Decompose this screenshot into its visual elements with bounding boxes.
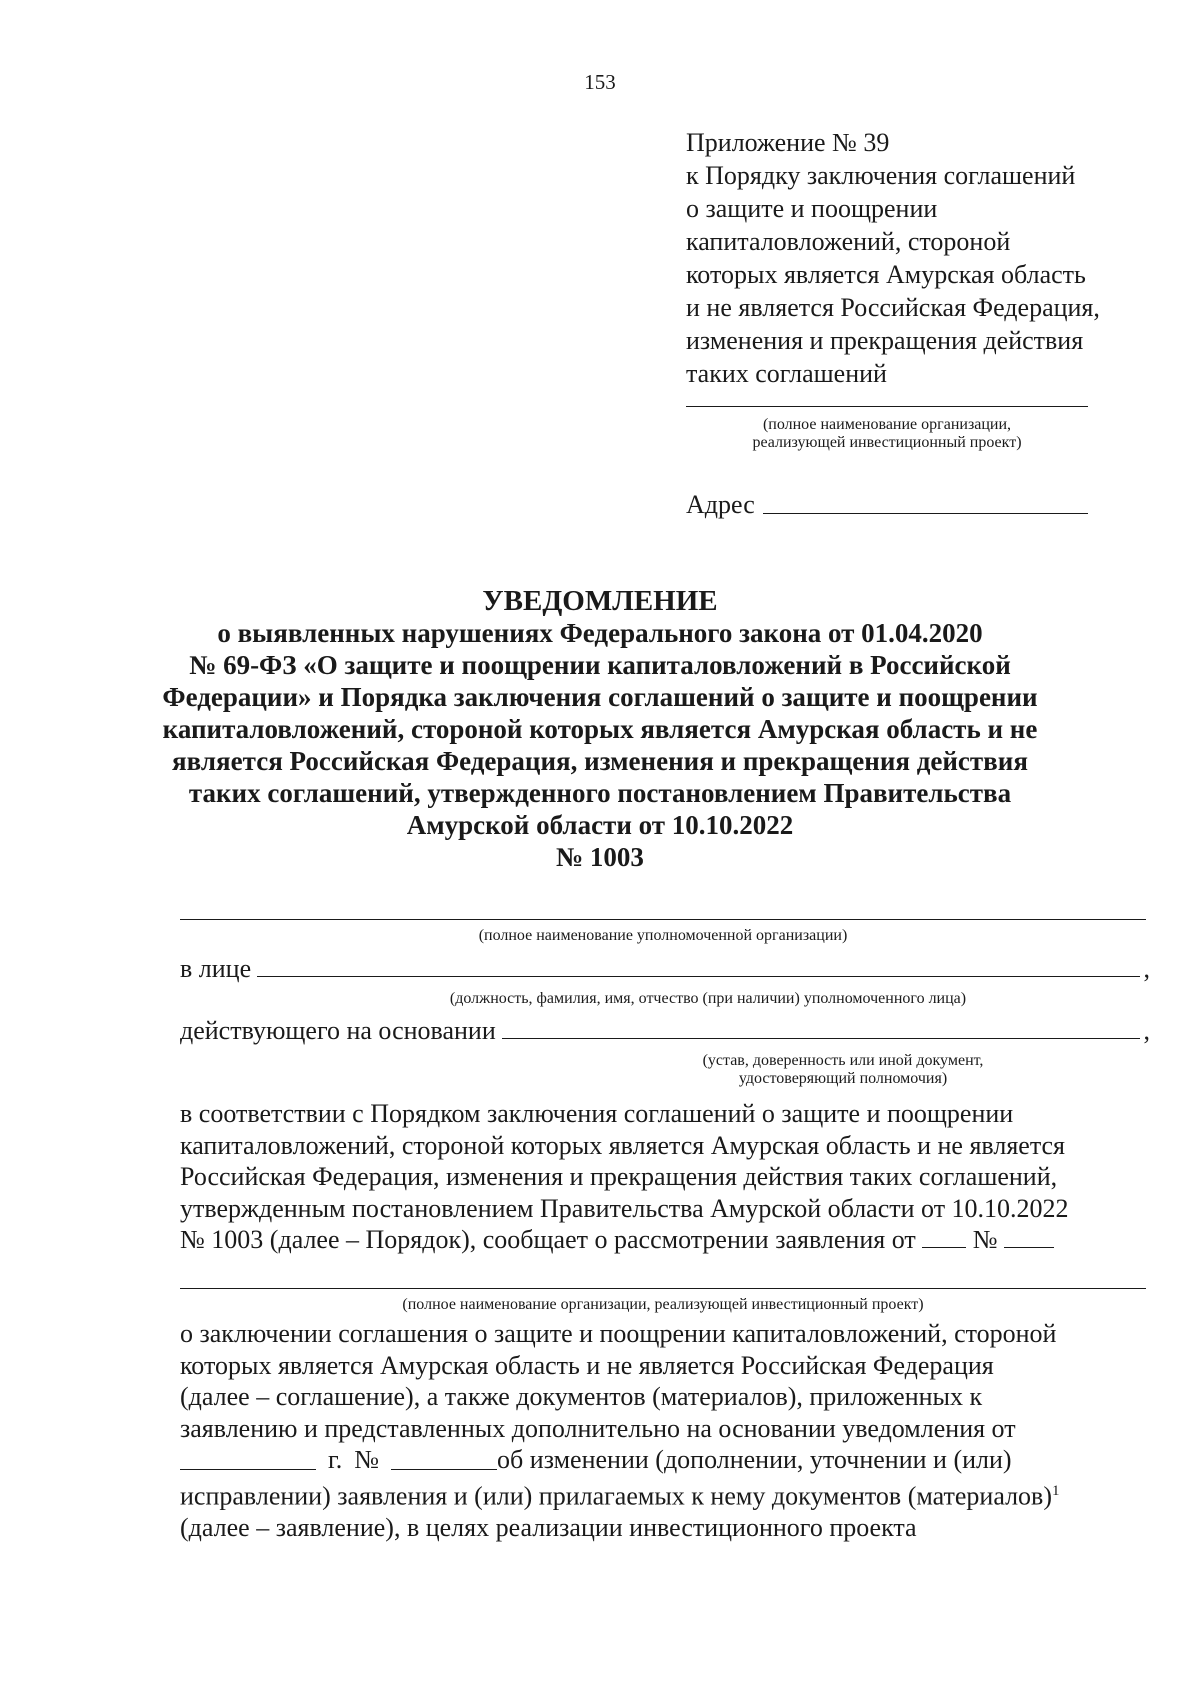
footnote-mark: 1 [1052, 1482, 1060, 1499]
annex-line: и не является Российская Федерация, [686, 293, 1100, 322]
application-number-field[interactable] [1004, 1246, 1054, 1248]
applicant-organization-caption: (полное наименование организации, реализующей инвестиционный проект) [402, 1296, 924, 1313]
authorized-organization-field[interactable] [180, 919, 1146, 920]
title-line: капиталовложений, стороной которых является Амурская область и не [162, 714, 1038, 744]
organization-name-field[interactable] [686, 406, 1088, 407]
comma: , [1143, 954, 1150, 983]
title-line: таких соглашений, утвержденного постановлением Правительства [188, 778, 1012, 808]
body-line: капиталовложений, стороной которых является Амурская область и не является [180, 1130, 1066, 1160]
address-row [686, 490, 1088, 520]
title-line: Федерации» и Порядка заключения соглашений о защите и поощрении [162, 682, 1038, 712]
address-field[interactable] [763, 513, 1088, 514]
body-line: утвержденным постановлением Правительства Амурской области от 10.10.2022 [180, 1193, 1069, 1223]
organization-name-caption: (полное наименование организации, реализующей инвестиционный проект) [752, 416, 1022, 451]
annex-line: которых является Амурская область [686, 260, 1086, 289]
body-paragraph-2 [180, 1318, 1150, 1543]
body-line: г. № об изменении (дополнении, уточнении и (или) [180, 1444, 1150, 1476]
in-person-label: в лице [180, 954, 252, 983]
basis-row [180, 1016, 1150, 1046]
body-line: заявлению и представленных дополнительно на основании уведомления от [180, 1413, 1016, 1443]
title-line: № 69-ФЗ «О защите и поощрении капиталовложений в Российской [189, 650, 1011, 680]
body-paragraph-1 [180, 1098, 1150, 1256]
annex-line: изменения и прекращения действия [686, 326, 1084, 355]
annex-line: к Порядку заключения соглашений [686, 161, 1076, 190]
body-line: которых является Амурская область и не является Российская Федерация [180, 1350, 994, 1380]
body-line: (далее – соглашение), а также документов (материалов), приложенных к [180, 1382, 983, 1411]
body-line: Российская Федерация, изменения и прекращения действия таких соглашений, [180, 1162, 1058, 1191]
body-line: (далее – заявление), в целях реализации инвестиционного проекта [180, 1512, 917, 1542]
notice-number-field[interactable] [391, 1468, 497, 1470]
basis-caption: (устав, доверенность или иной документ, удостоверяющий полномочия) [702, 1052, 984, 1087]
in-person-caption: (должность, фамилия, имя, отчество (при наличии) уполномоченного лица) [449, 990, 967, 1007]
title-line: Амурской области от 10.10.2022 [406, 810, 794, 840]
comma: , [1143, 1016, 1150, 1045]
annex-line: Приложение № 39 [686, 128, 890, 157]
in-person-row [180, 954, 1150, 984]
body-line: исправлении) заявления и (или) прилагаемых к нему документов (материалов)$^1$ [180, 1481, 1060, 1511]
title-line: № 1003 [556, 842, 644, 872]
basis-field[interactable] [502, 1038, 1140, 1039]
annex-header [686, 126, 1100, 390]
title-line: о выявленных нарушениях Федерального закона от 01.04.2020 [217, 618, 983, 648]
address-label: Адрес [686, 490, 755, 519]
basis-label: действующего на основании [180, 1016, 496, 1045]
applicant-organization-field[interactable] [180, 1288, 1146, 1289]
notice-heading: УВЕДОМЛЕНИЕ [482, 585, 718, 617]
annex-line: о защите и поощрении [686, 194, 938, 223]
annex-line: таких соглашений [686, 359, 887, 388]
body-line: в соответствии с Порядком заключения соглашений о защите и поощрении [180, 1099, 1014, 1128]
in-person-field[interactable] [257, 976, 1139, 977]
notice-date-field[interactable] [180, 1468, 316, 1470]
annex-line: капиталовложений, стороной [686, 227, 1011, 256]
page-number: 153 [584, 70, 616, 94]
title-line: является Российская Федерация, изменения и прекращения действия [172, 746, 1028, 776]
notice-title [160, 585, 1040, 873]
authorized-organization-caption: (полное наименование уполномоченной организации) [478, 927, 848, 944]
body-line: № 1003 (далее – Порядок), сообщает о рассмотрении заявления от № [180, 1224, 1150, 1256]
body-line: о заключении соглашения о защите и поощрении капиталовложений, стороной [180, 1319, 1057, 1348]
application-date-field[interactable] [922, 1246, 966, 1248]
